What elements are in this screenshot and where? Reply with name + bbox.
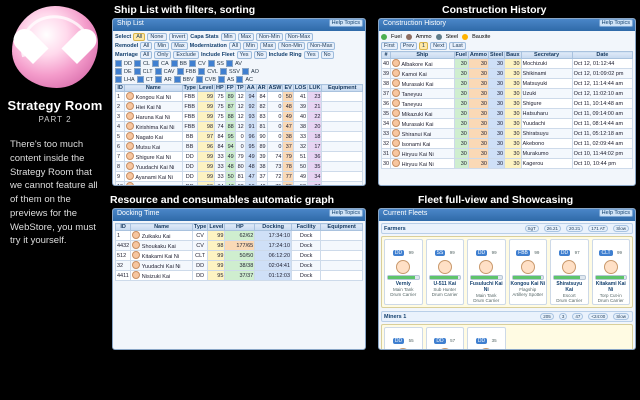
ship-sub: Drum Carrier bbox=[473, 298, 500, 303]
ship-role: Torp Cut-in bbox=[599, 293, 622, 298]
caption-docking: Resource and consumables automatic graph bbox=[110, 194, 335, 206]
col-aa[interactable]: AA bbox=[246, 85, 255, 91]
ship-level: 97 bbox=[574, 250, 580, 255]
col-ev[interactable]: EV bbox=[284, 85, 292, 91]
cell-level: 99 bbox=[197, 92, 214, 102]
filter-label-marriage: Marriage bbox=[115, 52, 138, 58]
ship-list-filter-row-3 bbox=[115, 51, 363, 59]
fleet-stat-4: Slow bbox=[613, 313, 629, 320]
pager-prev[interactable]: Prev bbox=[400, 42, 417, 50]
portrait bbox=[479, 260, 493, 274]
filter-capa-nonmin[interactable]: Non-Min bbox=[256, 33, 283, 41]
pager-last[interactable]: Last bbox=[449, 42, 465, 50]
table-row[interactable]: 31 Hiryuu Kai Ni 30 30 30 30 Murakumo Oct 10, 11:44:02 pm bbox=[382, 149, 633, 159]
col-level[interactable]: Level bbox=[198, 85, 214, 91]
ship-list-body bbox=[116, 92, 363, 187]
avatar bbox=[126, 172, 134, 180]
avatar bbox=[132, 251, 140, 259]
ship-list-title: Ship List bbox=[117, 20, 144, 27]
type-label-20: AC bbox=[245, 76, 253, 83]
avatar bbox=[392, 129, 400, 137]
type-checkbox-8[interactable] bbox=[134, 68, 141, 75]
type-label-6: AV bbox=[234, 60, 242, 67]
type-label-2: CA bbox=[160, 60, 169, 67]
avatar bbox=[392, 119, 400, 127]
table-row[interactable]: 8 Yuudachi Kai Ni DD 99 33 48 80 48 38 73 78 50 35 bbox=[116, 162, 363, 172]
avatar bbox=[126, 132, 134, 140]
resource-label-bauxite: Bauxite bbox=[472, 34, 491, 40]
avatar bbox=[126, 122, 134, 130]
fleet-stat-4: Slow bbox=[613, 225, 629, 232]
ship-name: Kongou Kai Ni bbox=[510, 281, 545, 287]
avatar bbox=[126, 182, 134, 186]
col-ship[interactable]: Ship bbox=[391, 52, 454, 59]
ship-name: Shiratsuyu Kai bbox=[556, 281, 583, 293]
type-checkbox-2[interactable] bbox=[152, 60, 159, 67]
type-label-19: AS bbox=[227, 76, 235, 83]
resource-label-ammo: Ammo bbox=[415, 34, 432, 40]
col-equipment[interactable]: Equipment bbox=[321, 224, 363, 231]
col-hp[interactable]: HP bbox=[216, 85, 224, 91]
ship-list-titlebar bbox=[113, 19, 365, 31]
docking-header-row bbox=[116, 224, 363, 231]
filter-select-all[interactable]: All bbox=[133, 33, 145, 41]
ship-badge: DD bbox=[394, 338, 403, 344]
filter-capa-max[interactable]: Max bbox=[238, 33, 254, 41]
ship-sub: Artillery Spotter bbox=[512, 292, 544, 297]
heart-icon bbox=[33, 30, 77, 70]
fleet-slot[interactable] bbox=[467, 327, 506, 350]
ammo-icon bbox=[406, 34, 412, 40]
bauxite-icon bbox=[462, 34, 468, 40]
fleet-slot[interactable] bbox=[426, 239, 465, 305]
avatar bbox=[392, 79, 400, 87]
filter-mod-nonmax[interactable]: Non-Max bbox=[307, 42, 335, 50]
type-label-15: CT bbox=[145, 76, 154, 83]
fleet-name: Miners 1 bbox=[384, 313, 407, 320]
avatar bbox=[392, 69, 400, 77]
type-checkbox-18[interactable] bbox=[196, 76, 203, 83]
filter-label-modernization: Modernization bbox=[189, 43, 227, 49]
fleets-title: Current Fleets bbox=[383, 210, 428, 217]
fleet-slot[interactable] bbox=[509, 239, 548, 305]
pager bbox=[381, 42, 633, 50]
filter-marriage-exclude[interactable]: Exclude bbox=[173, 51, 199, 59]
filter-remodel-min[interactable]: Min bbox=[154, 42, 169, 50]
avatar bbox=[392, 89, 400, 97]
avatar bbox=[132, 271, 140, 279]
type-label-1: CL bbox=[142, 60, 150, 67]
filter-mod-max[interactable]: Max bbox=[260, 42, 276, 50]
table-row[interactable]: 3 Haruna Kai Ni FBB 99 75 88 12 93 83 0 49 40 22 bbox=[116, 112, 363, 122]
fleet-slot[interactable] bbox=[384, 327, 423, 350]
type-label-14: LHA bbox=[124, 76, 135, 83]
col-name[interactable]: Name bbox=[131, 224, 193, 231]
type-checkbox-3[interactable] bbox=[171, 60, 178, 67]
current-fleets-panel bbox=[378, 208, 636, 350]
ship-badge: DD bbox=[560, 250, 569, 256]
type-checkbox-14[interactable] bbox=[115, 76, 122, 83]
table-row[interactable]: 39 Kamoi Kai 30 30 30 30 Shikinami Oct 12, 01:09:02 pm bbox=[382, 69, 633, 79]
col-name[interactable]: Name bbox=[125, 85, 182, 92]
type-checkbox-10[interactable] bbox=[177, 68, 184, 75]
pager-first[interactable]: First bbox=[381, 42, 398, 50]
col-index[interactable]: # bbox=[382, 52, 391, 59]
cell-type: FBB bbox=[182, 92, 197, 102]
avatar bbox=[126, 102, 134, 110]
col-secretary[interactable]: Secretary bbox=[521, 52, 572, 59]
type-toggle-row-1 bbox=[115, 60, 363, 67]
filter-remodel-all[interactable]: All bbox=[140, 42, 152, 50]
docking-table bbox=[115, 223, 363, 281]
filter-fleet-no[interactable]: No bbox=[254, 51, 267, 59]
ship-role: Main Tank bbox=[393, 287, 414, 292]
portrait bbox=[604, 260, 618, 274]
type-toggle-row-3 bbox=[115, 76, 363, 83]
filter-fleet-yes[interactable]: Yes bbox=[237, 51, 252, 59]
type-checkbox-0[interactable] bbox=[115, 60, 122, 67]
type-checkbox-16[interactable] bbox=[155, 76, 162, 83]
resource-label-fuel: Fuel bbox=[391, 34, 402, 40]
type-label-9: CAV bbox=[163, 68, 175, 75]
ship-badge: FBB bbox=[518, 250, 528, 256]
avatar bbox=[392, 59, 400, 67]
table-row[interactable]: 1 Zuikaku Kai CV 99 62/62 17:34:10 Dock bbox=[116, 231, 363, 241]
col-ar[interactable]: AR bbox=[257, 85, 266, 91]
ship-badge: DD bbox=[477, 250, 486, 256]
fleet-slot[interactable] bbox=[550, 239, 589, 305]
pager-page-1[interactable]: 1 bbox=[419, 42, 428, 50]
table-row[interactable]: 9 Ayanami Kai Ni DD 99 33 50 81 47 37 72 77 49 34 bbox=[116, 172, 363, 182]
type-checkbox-20[interactable] bbox=[236, 76, 243, 83]
fleet-stat-0: 205 bbox=[540, 313, 554, 320]
table-row[interactable]: 35 Mikazuki Kai 30 30 30 30 Hatsuharu Oct 11, 09:14:00 am bbox=[382, 109, 633, 119]
col-id[interactable]: ID bbox=[117, 85, 123, 91]
col-luk[interactable]: LUK bbox=[309, 85, 321, 91]
caption-fleets: Fleet full-view and Showcasing bbox=[418, 194, 574, 206]
type-checkbox-13[interactable] bbox=[242, 68, 249, 75]
type-label-13: AO bbox=[250, 68, 259, 75]
type-checkbox-4[interactable] bbox=[189, 60, 196, 67]
col-steel[interactable]: Steel bbox=[489, 52, 504, 58]
ship-level: 57 bbox=[450, 338, 456, 343]
table-row[interactable]: 5 Nagato Kai BB 97 84 95 0 96 90 0 38 33 18 bbox=[116, 132, 363, 142]
type-label-8: CLT bbox=[142, 68, 153, 75]
table-row[interactable]: 4 Kirishima Kai Ni FBB 98 74 88 12 91 81 0 47 38 20 bbox=[116, 122, 363, 132]
col-fuel[interactable]: Fuel bbox=[455, 52, 467, 58]
fleet-stat-2: 47 bbox=[572, 313, 583, 320]
fleets-titlebar bbox=[379, 209, 635, 221]
avatar bbox=[392, 109, 400, 117]
fleet-badge-row bbox=[384, 327, 630, 350]
ship-sub: Drum Carrier bbox=[597, 298, 624, 303]
filter-remodel-max[interactable]: Max bbox=[171, 42, 187, 50]
docking-body bbox=[116, 231, 363, 281]
caption-construction: Construction History bbox=[442, 4, 547, 16]
type-label-18: CVB bbox=[204, 76, 217, 83]
type-label-7: DE bbox=[124, 68, 132, 75]
fleet-name: Farmers bbox=[384, 225, 406, 232]
type-label-17: BBV bbox=[182, 76, 194, 83]
ship-level: 55 bbox=[408, 338, 414, 343]
fleet-slot[interactable] bbox=[426, 327, 465, 350]
col-type[interactable]: Type bbox=[183, 85, 196, 91]
filter-mod-min[interactable]: Min bbox=[243, 42, 258, 50]
col-facility[interactable]: Facility bbox=[292, 224, 321, 231]
fleet-grid-miners bbox=[381, 324, 633, 350]
table-row[interactable]: 32 Yuudachi Kai Ni DD 99 38/38 02:04:41 Dock bbox=[116, 261, 363, 271]
filter-marriage-only[interactable]: Only bbox=[154, 51, 171, 59]
table-row[interactable]: 32 Isonami Kai 30 30 30 30 Akebono Oct 11, 02:09:44 am bbox=[382, 139, 633, 149]
avatar bbox=[392, 149, 400, 157]
ship-level: 99 bbox=[491, 250, 497, 255]
table-row[interactable]: 6 Mutsu Kai BB 96 84 94 0 95 89 0 37 32 17 bbox=[116, 142, 363, 152]
cell-name: Kongou Kai Ni bbox=[125, 92, 182, 102]
type-checkbox-7[interactable] bbox=[115, 68, 122, 75]
fleet-stat-1: 26.21 bbox=[544, 225, 561, 232]
avatar bbox=[132, 231, 140, 239]
promo-panel bbox=[0, 0, 110, 400]
portrait bbox=[438, 348, 452, 350]
filter-capa-nonmax[interactable]: Non-Max bbox=[285, 33, 313, 41]
fleet-stat-2: 20.21 bbox=[566, 225, 583, 232]
fleet-header-miners bbox=[381, 311, 633, 322]
resource-legend bbox=[381, 34, 633, 40]
filter-capa-min[interactable]: Min bbox=[221, 33, 236, 41]
col-baux[interactable]: Baux bbox=[506, 52, 520, 58]
type-checkbox-17[interactable] bbox=[174, 76, 181, 83]
filter-mod-all[interactable]: All bbox=[229, 42, 241, 50]
filter-ring-no[interactable]: No bbox=[321, 51, 334, 59]
hp-bar bbox=[429, 275, 462, 280]
fleet-grid-farmers bbox=[381, 236, 633, 308]
col-type[interactable]: Type bbox=[193, 224, 207, 230]
ship-badge: CLT bbox=[601, 250, 611, 256]
steel-icon bbox=[436, 34, 442, 40]
fleet-slot[interactable] bbox=[384, 239, 423, 305]
table-row[interactable]: 34 Murasaki Kai 30 30 30 30 Yuudachi Oct 11, 08:14:44 am bbox=[382, 119, 633, 129]
avatar bbox=[126, 152, 134, 160]
ship-role: Sub Hunter bbox=[433, 287, 457, 292]
type-label-3: BB bbox=[179, 60, 187, 67]
avatar bbox=[126, 162, 134, 170]
help-topics-button[interactable]: Help Topics bbox=[599, 209, 633, 217]
fleet-badge-row bbox=[384, 239, 630, 305]
portrait bbox=[479, 348, 493, 350]
ship-sub: Drum Carrier bbox=[390, 292, 417, 297]
filter-marriage-all[interactable]: All bbox=[140, 51, 152, 59]
col-ammo[interactable]: Ammo bbox=[469, 52, 487, 58]
type-checkbox-1[interactable] bbox=[134, 60, 141, 67]
avatar bbox=[132, 241, 140, 249]
type-label-12: SSV bbox=[228, 68, 240, 75]
filter-label-include-ring: Include Ring bbox=[268, 52, 302, 58]
table-row[interactable]: 4411 Nisizuki Kai DD 95 37/37 01:12:03 Dock bbox=[116, 271, 363, 281]
ship-name: Kitakami Kai Ni bbox=[595, 281, 626, 293]
avatar bbox=[392, 99, 400, 107]
promo-title: Strategy Room bbox=[7, 98, 103, 113]
type-label-11: CVL bbox=[207, 68, 218, 75]
promo-body: There's too much content inside the Strategy Room that we cannot feature all of them on the previews for the WebStore, you must try it yourself. bbox=[10, 139, 98, 247]
ship-badge: DD bbox=[436, 338, 444, 344]
filter-select-none[interactable]: None bbox=[147, 33, 166, 41]
hp-bar bbox=[553, 275, 586, 280]
cell-id: 1 bbox=[116, 92, 125, 102]
help-topics-button[interactable]: Help Topics bbox=[329, 209, 363, 217]
avatar bbox=[126, 92, 134, 100]
filter-label-remodel: Remodel bbox=[115, 43, 139, 49]
type-checkbox-12[interactable] bbox=[220, 68, 227, 75]
ship-level: 99 bbox=[449, 250, 455, 255]
col-fp[interactable]: FP bbox=[226, 85, 234, 91]
col-los[interactable]: LOS bbox=[294, 85, 307, 91]
portrait bbox=[562, 260, 576, 274]
docking-titlebar bbox=[113, 209, 365, 221]
col-docking[interactable]: Docking bbox=[255, 224, 292, 231]
ship-list-filter-row-2 bbox=[115, 42, 363, 50]
table-row[interactable]: 38 Murasaki Kai 30 30 30 30 Matsuyuki Oct 12, 11:14:44 am bbox=[382, 79, 633, 89]
docking-time-panel bbox=[112, 208, 366, 350]
type-checkbox-5[interactable] bbox=[208, 60, 215, 67]
table-row[interactable]: 1 Kongou Kai Ni FBB 99 75 89 12 94 84 0 50 41 23 bbox=[116, 92, 363, 102]
table-row[interactable] bbox=[116, 182, 363, 187]
type-label-10: FBB bbox=[185, 68, 197, 75]
col-equipment[interactable]: Equipment bbox=[322, 85, 363, 92]
help-topics-button[interactable]: Help Topics bbox=[599, 19, 633, 27]
type-checkbox-19[interactable] bbox=[218, 76, 225, 83]
ship-badge: SS bbox=[436, 250, 444, 256]
avatar bbox=[126, 142, 134, 150]
caption-ship-list: Ship List with filters, sorting bbox=[114, 4, 256, 16]
ship-list-filter-row-1 bbox=[115, 33, 363, 41]
avatar bbox=[392, 139, 400, 147]
table-row[interactable]: 36 Taneyuu 30 30 30 30 Shigure Oct 11, 10:14:48 am bbox=[382, 99, 633, 109]
ship-role: Main Tank bbox=[476, 293, 497, 298]
logo bbox=[0, 0, 110, 96]
avatar bbox=[132, 261, 140, 269]
ship-badge: DD bbox=[477, 338, 486, 344]
construction-header-row bbox=[382, 52, 633, 59]
type-checkbox-9[interactable] bbox=[155, 68, 162, 75]
col-date[interactable]: Date bbox=[572, 52, 632, 59]
filter-label-capa: Capa Stats bbox=[190, 34, 219, 40]
help-topics-button[interactable]: Help Topics bbox=[329, 19, 363, 27]
table-row[interactable]: 37 Taneyuu 30 30 30 30 Uzuki Oct 12, 11:02:10 am bbox=[382, 89, 633, 99]
construction-titlebar bbox=[379, 19, 635, 31]
fleet-stat-0: SgT bbox=[525, 225, 539, 232]
type-toggle-row-2 bbox=[115, 68, 363, 75]
col-asw[interactable]: ASW bbox=[268, 85, 282, 91]
ship-level: 35 bbox=[491, 338, 497, 343]
type-label-0: DD bbox=[124, 60, 132, 67]
table-row[interactable]: 512 Kitakami Kai Ni CLT 99 50/50 06:12:20 Dock bbox=[116, 251, 363, 261]
table-row[interactable]: 2 Hiei Kai Ni FBB 99 75 87 12 92 82 0 48 39 21 bbox=[116, 102, 363, 112]
pager-next[interactable]: Next bbox=[430, 42, 447, 50]
ship-role: Escort bbox=[562, 293, 576, 298]
type-label-5: SS bbox=[216, 60, 224, 67]
table-row[interactable]: 4432 Shoukaku Kai CV 98 177/65 17:24:10 Dock bbox=[116, 241, 363, 251]
ship-name: Fusuluchi Kai Ni bbox=[469, 281, 503, 293]
ship-badge: DD bbox=[394, 250, 403, 256]
fuel-icon bbox=[381, 34, 387, 40]
promo-subtitle: PART 2 bbox=[38, 115, 72, 124]
portrait bbox=[521, 260, 535, 274]
ship-sub: Drum Carrier bbox=[431, 292, 458, 297]
table-row[interactable]: 30 Hiryuu Kai Ni 30 30 30 30 Kagerou Oct 10, 10:44 pm bbox=[382, 159, 633, 169]
docking-title: Docking Time bbox=[117, 210, 160, 217]
ship-name: U-511 Kai bbox=[433, 281, 456, 287]
col-id[interactable]: ID bbox=[116, 224, 131, 231]
construction-title: Construction History bbox=[383, 20, 447, 27]
col-level[interactable]: Level bbox=[209, 224, 224, 230]
fleet-stat-3: 171 AT bbox=[588, 225, 608, 232]
ship-role: Flagship bbox=[519, 287, 537, 292]
avatar bbox=[126, 112, 134, 120]
fleet-stat-3: <24:00 bbox=[588, 313, 608, 320]
col-tp[interactable]: TP bbox=[236, 85, 244, 91]
type-checkbox-6[interactable] bbox=[226, 60, 233, 67]
ship-name: Verniy bbox=[395, 281, 411, 287]
fleet-slot[interactable] bbox=[467, 239, 506, 305]
cell-equipment bbox=[322, 92, 363, 102]
hp-bar bbox=[512, 275, 545, 280]
ship-sub: Drum Carrier bbox=[556, 298, 583, 303]
ship-level: 99 bbox=[534, 250, 540, 255]
filter-label-select: Select bbox=[115, 34, 132, 40]
filter-mod-nonmin[interactable]: Non-Min bbox=[278, 42, 305, 50]
filter-select-invert[interactable]: Invert bbox=[169, 33, 189, 41]
resource-label-steel: Steel bbox=[445, 34, 459, 40]
table-row[interactable]: 40 Albakore Kai 30 30 30 30 Mochizuki Oct 12, 01:12:44 bbox=[382, 59, 633, 69]
table-row[interactable]: 7 Shigure Kai Ni DD 99 33 49 79 49 39 74 79 51 36 bbox=[116, 152, 363, 162]
type-checkbox-15[interactable] bbox=[137, 76, 144, 83]
portrait bbox=[438, 260, 452, 274]
filter-ring-yes[interactable]: Yes bbox=[304, 51, 319, 59]
col-hp[interactable]: HP bbox=[225, 224, 255, 231]
type-checkbox-11[interactable] bbox=[198, 68, 205, 75]
hp-bar bbox=[595, 275, 628, 280]
hp-bar bbox=[387, 275, 420, 280]
filter-label-include-fleet: Include Fleet bbox=[200, 52, 235, 58]
fleet-slot[interactable] bbox=[592, 239, 631, 305]
portrait bbox=[396, 260, 410, 274]
type-label-4: CV bbox=[197, 60, 206, 67]
ship-level: 99 bbox=[617, 250, 623, 255]
construction-history-panel bbox=[378, 18, 636, 186]
portrait bbox=[396, 348, 410, 350]
ship-list-table bbox=[115, 84, 363, 186]
fleet-header-farmers bbox=[381, 223, 633, 234]
ship-level: 99 bbox=[408, 250, 414, 255]
table-row[interactable]: 33 Shiranui Kai 30 30 30 30 Shiratsuyu Oct 11, 05:12:18 am bbox=[382, 129, 633, 139]
construction-body bbox=[382, 59, 633, 169]
ship-list-panel bbox=[112, 18, 366, 186]
type-label-16: AR bbox=[164, 76, 172, 83]
hp-bar bbox=[470, 275, 503, 280]
fleet-stat-1: 3 bbox=[559, 313, 568, 320]
ship-list-header-row bbox=[116, 85, 363, 92]
avatar bbox=[392, 159, 400, 167]
construction-table bbox=[381, 51, 633, 169]
